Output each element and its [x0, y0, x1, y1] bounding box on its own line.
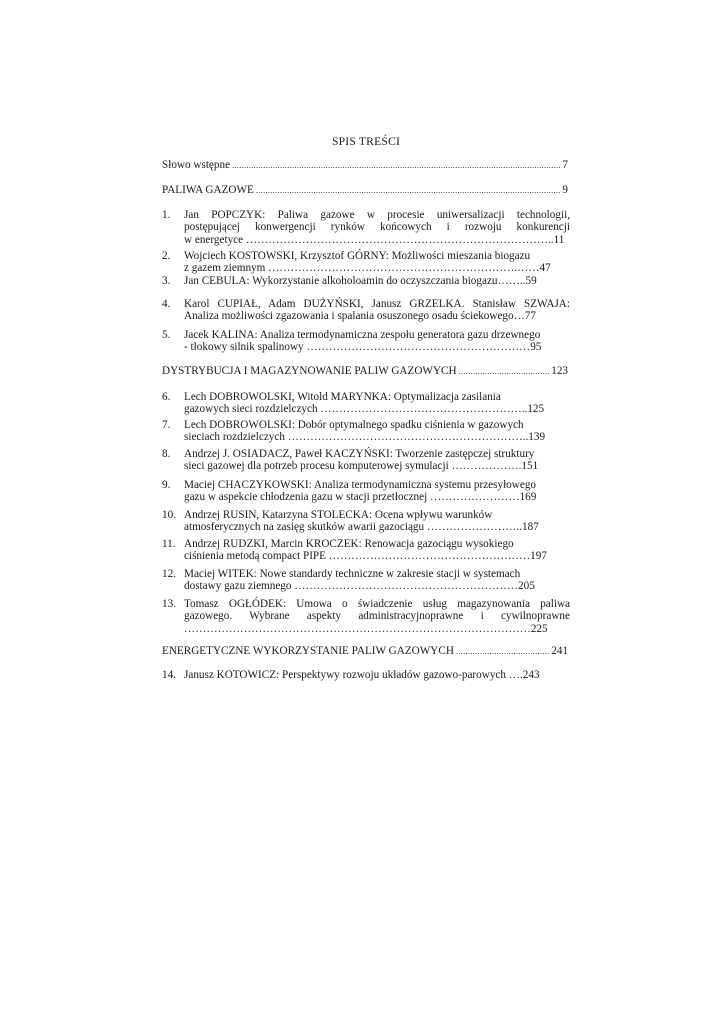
dot-leader: [456, 646, 549, 658]
page-title: SPIS TREŚCI: [331, 135, 401, 148]
entry-line: Janusz KOTOWICZ: Perspektywy rozwoju układów gazowo-parowych ….243: [184, 669, 540, 681]
entry-number: 3.: [162, 275, 171, 287]
entry-line: atmosferycznych na zasięg skutków awarii gazociągu ……………………..187: [184, 521, 539, 534]
entry-number: 7.: [162, 419, 171, 431]
entry-line: gazowych sieci rozdzielczych ………………………………………………..125: [184, 403, 545, 416]
entry-line: gazowego. Wybrane aspekty administracyjnoprawne i cywilnoprawne: [184, 610, 570, 623]
entry-number: 1.: [162, 209, 171, 221]
entry-number: 5.: [162, 329, 171, 341]
entry-number: 13.: [162, 598, 176, 610]
entry-line: Analiza możliwości zgazowania i spalania osuszonego osadu ściekowego…77: [184, 310, 536, 323]
entry-line: w energetyce ………………………………………………………………………..11: [184, 233, 565, 246]
toc-entry: [162, 209, 570, 246]
section-page: 241: [551, 645, 568, 657]
entry-line: Lech DOBROWOLSKI, Witold MARYNKA: Optymalizacja zasilania: [184, 391, 501, 403]
entry-line: sieci gazowej dla potrzeb procesu komputerowej symulacji ……………….151: [184, 460, 539, 473]
entry-number: 2.: [162, 250, 171, 262]
toc-entry: [162, 538, 570, 563]
entry-line: Maciej CHACZYKOWSKI: Analiza termodynamiczna systemu przesyłowego: [184, 479, 537, 491]
entry-number: 10.: [162, 509, 176, 521]
entry-line: postępującej konwergencji rynków końcowych i rozwoju konkurencji: [184, 221, 570, 234]
dot-leader: [232, 160, 560, 172]
entry-line: dostawy gazu ziemnego ……………………………………………………205: [184, 580, 535, 593]
toc-entry: [162, 250, 570, 275]
entry-line: z gazem ziemnym ………………………………………………………….……47: [184, 262, 551, 275]
entry-number: 9.: [162, 479, 171, 491]
entry-line: Andrzej RUSIN, Katarzyna STOLECKA: Ocena wpływu warunków: [184, 509, 493, 521]
toc-entry: [162, 448, 570, 473]
entry-number: 14.: [162, 669, 176, 681]
entry-line: sieciach rozdzielczych ………………………………………………………..139: [184, 431, 546, 444]
toc-entry: [162, 669, 570, 681]
entry-line: Jan CEBULA: Wykorzystanie alkoholoamin do oczyszczania biogazu……..59: [184, 275, 537, 287]
dot-leader: [459, 366, 550, 378]
entry-line: gazu w aspekcie chłodzenia gazu w stacji przetłocznej ……………………169: [184, 491, 537, 504]
toc-entry: [162, 479, 570, 504]
section-label: PALIWA GAZOWE: [162, 184, 254, 196]
section-page: 123: [551, 365, 568, 377]
entry-line: Jan POPCZYK: Paliwa gazowe w procesie uniwersalizacji technologii,: [184, 209, 570, 221]
toc-entry: [162, 509, 570, 534]
toc-entry: [162, 275, 570, 287]
section-label: ENERGETYCZNE WYKORZYSTANIE PALIW GAZOWYCH: [162, 645, 454, 657]
entry-line: Jacek KALINA: Analiza termodynamiczna zespołu generatora gazu drzewnego: [184, 329, 541, 341]
dot-leader: [256, 185, 561, 197]
entry-number: 6.: [162, 391, 171, 403]
entry-number: 8.: [162, 448, 171, 460]
toc-entry: [162, 598, 570, 635]
entry-line: Andrzej RUDZKI, Marcin KROCZEK: Renowacja gazociągu wysokiego: [184, 538, 514, 550]
entry-line: Andrzej J. OSIADACZ, Paweł KACZYŃSKI: Tworzenie zastępczej struktury: [184, 448, 535, 460]
toc-section-foreword: [162, 159, 568, 172]
section-label: Słowo wstępne: [162, 159, 231, 171]
entry-line: Tomasz OGŁÓDEK: Umowa o świadczenie usług magazynowania paliwa: [184, 598, 570, 610]
section-page: 9: [562, 184, 568, 196]
section-page: 7: [562, 159, 568, 171]
entry-line: ciśnienia metodą compact PIPE ………………………………………………197: [184, 550, 547, 563]
entry-line: Karol CUPIAŁ, Adam DUŻYŃSKI, Janusz GRZELKA. Stanisław SZWAJA:: [184, 298, 570, 310]
entry-line: Lech DOBROWOLSKI: Dobór optymalnego spadku ciśnienia w gazowych: [184, 419, 524, 431]
toc-entry: [162, 391, 570, 416]
entry-number: 12.: [162, 568, 176, 580]
toc-entry: [162, 298, 570, 323]
section-label: DYSTRYBUCJA I MAGAZYNOWANIE PALIW GAZOWYCH: [162, 365, 457, 377]
entry-line: Maciej WITEK: Nowe standardy techniczne w zakresie stacji w systemach: [184, 568, 521, 580]
entry-line: - tłokowy silnik spalinowy ……………………………………………………95: [184, 341, 542, 354]
entry-line: …………………………………………………………………………………225: [184, 622, 548, 635]
toc-section-gas-fuels: [162, 184, 568, 197]
toc-entry: [162, 568, 570, 593]
entry-number: 4.: [162, 298, 171, 310]
toc-section-energy-use: [162, 645, 568, 658]
toc-entry: [162, 329, 570, 354]
entry-number: 11.: [162, 538, 176, 550]
entry-line: Wojciech KOSTOWSKI, Krzysztof GÓRNY: Możliwości mieszania biogazu: [184, 250, 531, 262]
toc-section-distribution: [162, 365, 568, 378]
toc-entry: [162, 419, 570, 444]
